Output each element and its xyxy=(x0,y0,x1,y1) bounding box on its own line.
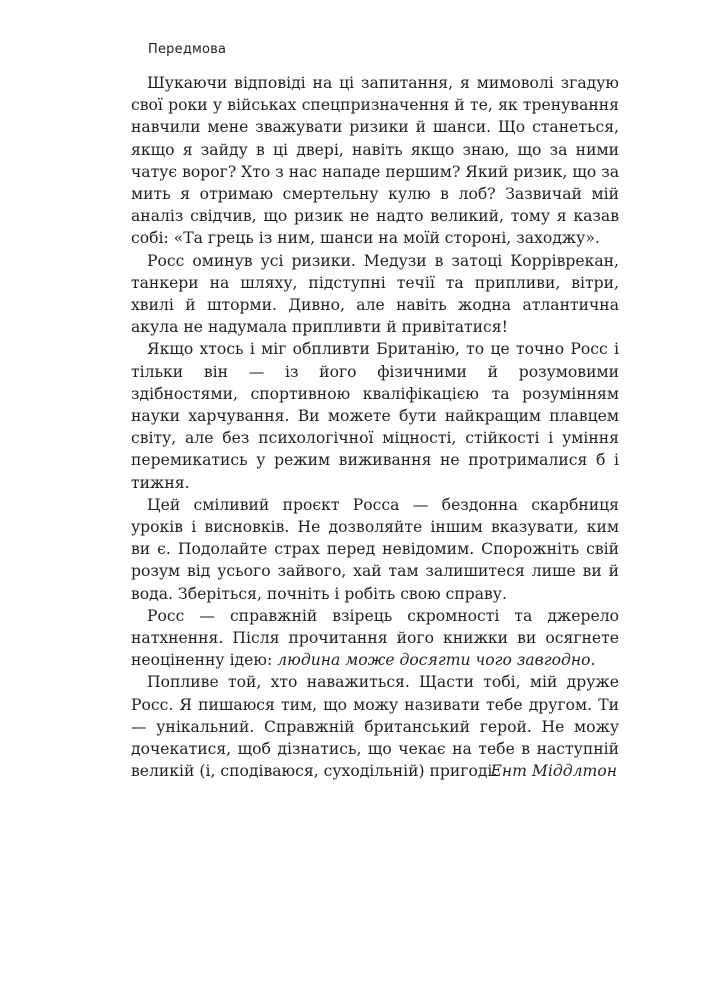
foreword-body xyxy=(131,72,619,783)
paragraph-6: Попливе той, хто наважиться. Щасти тобі, мій друже Росс. Я пишаюся тим, що можу називати тебе другом. Ти — унікальний. Справжній британський герой. Не можу дочекатися, щоб дізнатись, що чекає на тебе в наступній великій (і, сподіваюся, суходільній) пригоді. xyxy=(131,673,619,781)
paragraph-5-italic: людина може досягти чого завгодно xyxy=(277,651,591,670)
paragraph-3: Якщо хтось і міг обпливти Британію, то це точно Росс і тільки він — із його фізичними й розумовими здібностями, спортивною кваліфікацією та розумінням науки харчування. Ви можете бути найкращим плавцем світу, але без психологічної міцності, стійкості і уміння перемикатись у режим виживання не протрималися б і тижня. xyxy=(131,340,619,492)
paragraph-5-tail: . xyxy=(590,651,596,670)
paragraph-2: Росс оминув усі ризики. Медузи в затоці Корріврекан, танкери на шляху, підступні течії та припливи, вітри, хвилі й шторми. Дивно, але навіть жодна атлантична акула не надумала припливти й привітатися! xyxy=(131,251,619,337)
paragraph-5-text: Росс — справжній взірець скромності та джерело натхнення. Після прочитання його книжки ви осягнете неоціненну ідею: xyxy=(131,606,619,670)
author-signature: Ент Міддлтон xyxy=(490,762,617,780)
paragraph-1: Шукаючи відповіді на ці запитання, я мимоволі згадую свої роки у військах спецпризначення й те, як тренування навчили мене зважувати ризики й шанси. Що станеться, якщо я зайду в ці двері, навіть якщо знаю, що за ними чатує ворог? Хто з нас нападе першим? Який ризик, що за мить я отримаю смертельну кулю в лоб? Зазвичай мій аналіз свідчив, що ризик не надто великий, тому я казав собі: «Та грець із ним, шанси на моїй стороні, заходжу». xyxy=(131,74,619,248)
paragraph-4: Цей сміливий проєкт Росса — бездонна скарбниця уроків і висновків. Не дозволяйте іншим вказувати, ким ви є. Подолайте страх перед невідомим. Спорожніть свій розум від усього зайвого, хай там залишитеся лише ви й вода. Зберіться, почніть і робіть свою справу. xyxy=(131,495,619,603)
running-head-title: Передмова xyxy=(148,42,227,57)
paragraph-5 xyxy=(131,605,619,672)
